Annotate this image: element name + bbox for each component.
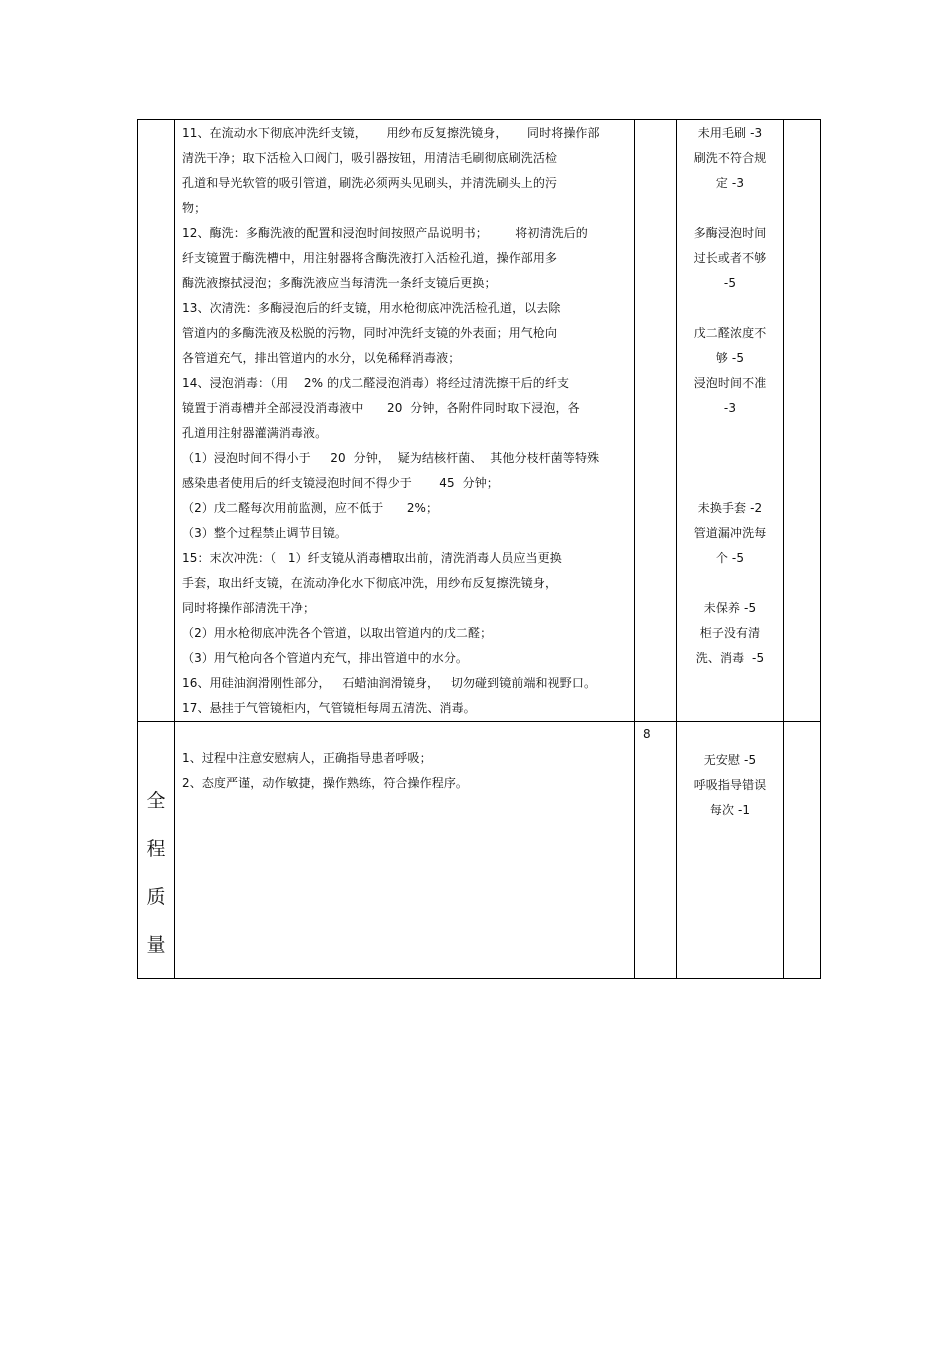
- deduction-line: -5: [723, 276, 737, 290]
- steps-content-cell: [175, 120, 635, 722]
- section-label-char: 质: [146, 886, 166, 908]
- step-line: 14、浸泡消毒：（用 2% 的戊二醛浸泡消毒）将经过清洗擦干后的纤支: [182, 376, 570, 390]
- deduction-line: 未换手套 -2: [697, 501, 763, 515]
- step-line: 纤支镜置于酶洗槽中，用注射器将含酶洗液打入活检孔道，操作部用多: [182, 251, 558, 265]
- deduction-line: 浸泡时间不准: [693, 376, 767, 390]
- deduction-line: [677, 196, 783, 221]
- section-label-cell-quality: [138, 722, 175, 979]
- deduction-line: 未保养 -5: [703, 601, 757, 615]
- deduction-line: [677, 571, 783, 596]
- step-line: 管道内的多酶洗液及松脱的污物，同时冲洗纤支镜的外表面；用气枪向: [182, 326, 558, 340]
- deduction-line: 够 -5: [715, 351, 745, 365]
- table-row-quality: [138, 722, 821, 979]
- quality-deduction-text: [677, 722, 783, 823]
- deduction-line: 个 -5: [715, 551, 745, 565]
- step-line: 镜置于消毒槽并全部浸没消毒液中 20 分钟，各附件同时取下浸泡，各: [182, 401, 580, 415]
- quality-actual-score-cell: [784, 722, 821, 979]
- score-cell: [635, 120, 677, 722]
- step-line: 同时将操作部清洗干净；: [182, 601, 316, 615]
- quality-section-label: [138, 722, 174, 978]
- quality-text: [175, 722, 634, 796]
- quality-content-cell: [175, 722, 635, 979]
- deduction-cell: [677, 120, 784, 722]
- deduction-line: 未用毛刷 -3: [697, 126, 763, 140]
- steps-text: [175, 120, 634, 721]
- deduction-line: 定 -3: [715, 176, 745, 190]
- step-line: （2）用水枪彻底冲洗各个管道，以取出管道内的戊二醛；: [182, 626, 493, 640]
- step-line: 12、酶洗：多酶洗液的配置和浸泡时间按照产品说明书； 将初清洗后的: [182, 226, 588, 240]
- deduction-line: -3: [723, 401, 737, 415]
- deduction-line: 管道漏冲洗每: [693, 526, 767, 540]
- step-line: 16、用硅油润滑刚性部分， 石蜡油润滑镜身， 切勿碰到镜前端和视野口。: [182, 676, 597, 690]
- step-line: 17、悬挂于气管镜柜内，气管镜柜每周五清洗、消毒。: [182, 701, 476, 715]
- quality-score: 8: [643, 727, 651, 741]
- step-line: 11、在流动水下彻底冲洗纤支镜， 用纱布反复擦洗镜身， 同时将操作部: [182, 126, 600, 140]
- quality-deduction-line: 每次 -1: [709, 803, 751, 817]
- step-line: 清洗干净；取下活检入口阀门，吸引器按钮，用清洁毛刷彻底刷洗活检: [182, 151, 558, 165]
- step-line: 物；: [182, 201, 207, 215]
- quality-deduction-line: 无安慰 -5: [703, 753, 757, 767]
- step-line: （3）整个过程禁止调节目镜。: [182, 526, 348, 540]
- deduction-line: 柜子没有清: [699, 626, 761, 640]
- scoring-table: [137, 119, 821, 979]
- deduction-line: [677, 446, 783, 471]
- step-line: （1）浸泡时间不得小于 20 分钟， 疑为结核杆菌、 其他分枝杆菌等特殊: [182, 451, 600, 465]
- step-line: 手套，取出纤支镜，在流动净化水下彻底冲洗，用纱布反复擦洗镜身，: [182, 576, 558, 590]
- step-line: （2）戊二醛每次用前监测，应不低于 2%；: [182, 501, 439, 515]
- step-line: （3）用气枪向各个管道内充气，排出管道中的水分。: [182, 651, 469, 665]
- step-line: 15：末次冲洗：（ 1）纤支镜从消毒槽取出前，清洗消毒人员应当更换: [182, 551, 562, 565]
- table-row-steps: [138, 120, 821, 722]
- deduction-line: [677, 421, 783, 446]
- step-line: 13、次清洗：多酶浸泡后的纤支镜，用水枪彻底冲洗活检孔道，以去除: [182, 301, 561, 315]
- quality-deduction-cell: [677, 722, 784, 979]
- actual-score-cell: [784, 120, 821, 722]
- deduction-line: 洗、消毒 -5: [695, 651, 765, 665]
- section-label-char: 全: [146, 790, 166, 812]
- quality-line: 1、过程中注意安慰病人，正确指导患者呼吸；: [182, 751, 432, 765]
- step-line: 感染患者使用后的纤支镜浸泡时间不得少于 45 分钟；: [182, 476, 499, 490]
- section-label-cell: [138, 120, 175, 722]
- deduction-line: [677, 296, 783, 321]
- quality-line: 2、态度严谨，动作敏捷，操作熟练，符合操作程序。: [182, 776, 469, 790]
- step-line: 孔道和导光软管的吸引管道，刷洗必须两头见刷头，并清洗刷头上的污: [182, 176, 558, 190]
- quality-deduction-line: 呼吸指导错误: [693, 778, 767, 792]
- quality-score-cell: [635, 722, 677, 979]
- deduction-line: [677, 471, 783, 496]
- step-line: 各管道充气，排出管道内的水分，以免稀释消毒液；: [182, 351, 461, 365]
- deduction-text: [677, 120, 783, 671]
- deduction-line: 刷洗不符合规: [693, 151, 767, 165]
- section-label-char: 程: [146, 838, 166, 860]
- deduction-line: 过长或者不够: [693, 251, 767, 265]
- section-label-char: 量: [146, 934, 166, 956]
- deduction-line: 多酶浸泡时间: [693, 226, 767, 240]
- step-line: 孔道用注射器灌满消毒液。: [182, 426, 328, 440]
- deduction-line: 戊二醛浓度不: [693, 326, 767, 340]
- step-line: 酶洗液擦拭浸泡；多酶洗液应当每清洗一条纤支镜后更换；: [182, 276, 497, 290]
